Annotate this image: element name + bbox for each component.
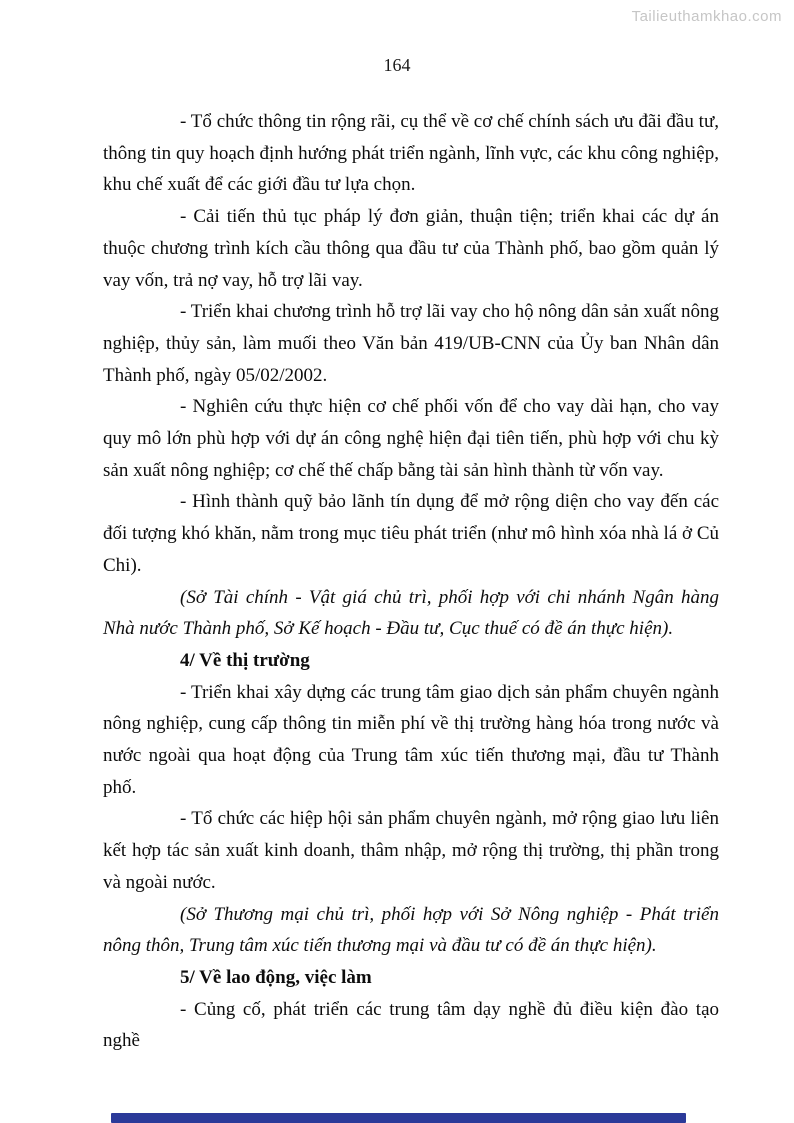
paragraph: - Tổ chức thông tin rộng rãi, cụ thể về cơ chế chính sách ưu đãi đầu tư, thông tin quy hoạch định hướng phát triển ngành, lĩnh vực, các khu công nghiệp, khu chế xuất để các giới đầu tư lựa chọn. <box>103 111 719 196</box>
paragraph-responsible-agency: (Sở Thương mại chủ trì, phối hợp với Sở Nông nghiệp - Phát triển nông thôn, Trung tâm xúc tiến thương mại và đầu tư có đề án thực hiện). <box>103 903 719 957</box>
paragraph: - Củng cố, phát triển các trung tâm dạy nghề đủ điều kiện đào tạo nghề <box>103 998 719 1052</box>
section-heading-5: 5/ Về lao động, việc làm <box>180 966 372 988</box>
paragraph: - Hình thành quỹ bảo lãnh tín dụng để mở rộng diện cho vay đến các đối tượng khó khăn, nằm trong mục tiêu phát triển (như mô hình xóa nhà lá ở Củ Chi). <box>103 491 719 576</box>
paragraph: - Cải tiến thủ tục pháp lý đơn giản, thuận tiện; triển khai các dự án thuộc chương trình kích cầu thông qua đầu tư của Thành phố, bao gồm quản lý vay vốn, trả nợ vay, hỗ trợ lãi vay. <box>103 206 719 291</box>
document-body <box>103 106 719 1057</box>
section-heading-4: 4/ Về thị trường <box>180 649 310 671</box>
paragraph: - Triển khai xây dựng các trung tâm giao dịch sản phẩm chuyên ngành nông nghiệp, cung cấp thông tin miễn phí về thị trường hàng hóa trong nước và nước ngoài qua hoạt động của Trung tâm xúc tiến thương mại, đầu tư Thành phố. <box>103 681 719 798</box>
paragraph: - Nghiên cứu thực hiện cơ chế phối vốn để cho vay dài hạn, cho vay quy mô lớn phù hợp với dự án công nghệ hiện đại tiên tiến, phù hợp với chu kỳ sản xuất nông nghiệp; cơ chế thế chấp bằng tài sản hình thành từ vốn vay. <box>103 396 719 481</box>
paragraph-responsible-agency: (Sở Tài chính - Vật giá chủ trì, phối hợp với chi nhánh Ngân hàng Nhà nước Thành phố, Sở Kế hoạch - Đầu tư, Cục thuế có đề án thực hiện). <box>103 586 719 640</box>
site-watermark: Tailieuthamkhao.com <box>631 8 782 25</box>
next-page-banner-edge <box>111 1113 686 1123</box>
page-number: 164 <box>383 55 411 75</box>
paragraph: - Triển khai chương trình hỗ trợ lãi vay cho hộ nông dân sản xuất nông nghiệp, thủy sản, làm muối theo Văn bản 419/UB-CNN của Ủy ban Nhân dân Thành phố, ngày 05/02/2002. <box>103 301 719 386</box>
paragraph: - Tổ chức các hiệp hội sản phẩm chuyên ngành, mở rộng giao lưu liên kết hợp tác sản xuất kinh doanh, thâm nhập, mở rộng thị trường, thị phần trong và ngoài nước. <box>103 808 719 893</box>
